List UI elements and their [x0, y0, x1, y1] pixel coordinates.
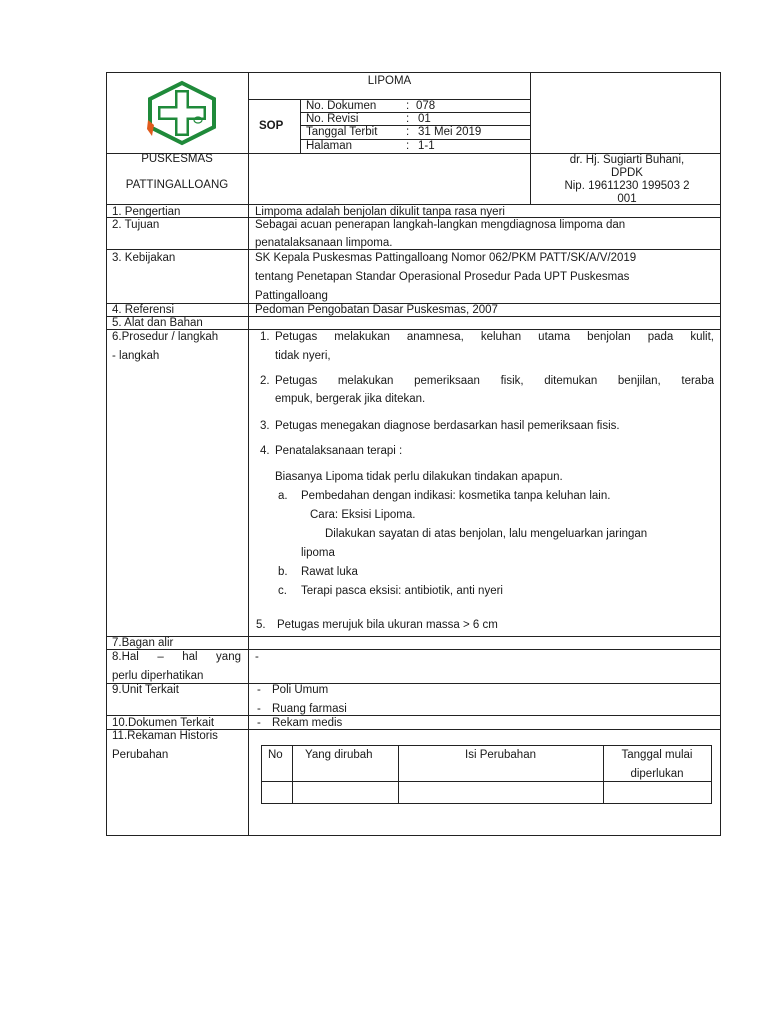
step-text-cont: tidak nyeri,	[275, 350, 331, 362]
section-label-referensi: 4. Referensi	[112, 304, 175, 316]
sop-divider	[300, 99, 301, 153]
sub-item-detail: Dilakukan sayatan di atas benjolan, lalu mengeluarkan jaringan	[325, 528, 648, 540]
bullet: -	[257, 703, 261, 715]
meta-label: Halaman	[306, 140, 353, 152]
step-number: 1.	[260, 331, 270, 343]
section-label-rekaman: 11.Rekaman Historis	[112, 730, 218, 742]
sub-item-text: Terapi pasca eksisi: antibiotik, anti nyeri	[301, 585, 503, 597]
history-col-line	[261, 745, 262, 804]
section-label-pengertian: 1. Pengertian	[112, 206, 181, 218]
history-table-bottom	[261, 803, 712, 804]
title-underline	[248, 99, 531, 100]
step-text: Petugas melakukan pemeriksaan fisik, ditemukan benjilan, teraba	[275, 375, 714, 387]
meta-value: 01	[418, 113, 431, 125]
section-text-referensi: Pedoman Pengobatan Dasar Puskesmas, 2007	[255, 304, 498, 316]
org-name: PUSKESMAS	[141, 153, 213, 165]
border-right	[720, 72, 721, 836]
step-text: Petugas melakukan anamnesa, keluhan utama benjolan pada kulit,	[275, 331, 714, 343]
history-header-no: No	[268, 749, 283, 761]
step-number: 3.	[260, 420, 270, 432]
meta-sep: :	[406, 100, 410, 112]
col-divider	[248, 72, 249, 836]
meta-sep: :	[406, 126, 410, 138]
section-label-hal: 8.Hal – hal yang	[112, 651, 241, 663]
row-line	[106, 249, 721, 250]
org-name-line2: PATTINGALLOANG	[125, 179, 229, 191]
border-top	[106, 72, 721, 73]
section-label-alat: 5. Alat dan Bahan	[112, 317, 203, 329]
unit-item: Ruang farmasi	[272, 703, 347, 715]
section-text-kebijakan-cont: tentang Penetapan Standar Operasional Prosedur Pada UPT Puskesmas	[255, 271, 630, 283]
step-text: Penatalaksanaan terapi :	[275, 445, 403, 457]
section-label-dokumen: 10.Dokumen Terkait	[112, 717, 215, 729]
section-label-rekaman-cont: Perubahan	[112, 749, 169, 761]
history-col-line	[711, 745, 712, 804]
sub-item-marker: b.	[278, 566, 288, 578]
signer-nip-cont: 001	[617, 193, 637, 205]
unit-item: Poli Umum	[272, 684, 329, 696]
meta-label: Tanggal Terbit	[306, 126, 378, 138]
meta-sep: :	[406, 113, 410, 125]
section-label-hal-cont: perlu diperhatikan	[112, 670, 204, 682]
document-title: LIPOMA	[367, 75, 412, 87]
section-label-bagan: 7.Bagan alir	[112, 637, 174, 649]
history-table-mid	[261, 781, 712, 782]
meta-sep: :	[406, 140, 410, 152]
history-header-isi: Isi Perubahan	[465, 749, 536, 761]
meta-label: No. Revisi	[306, 113, 359, 125]
section-label-prosedur: 6.Prosedur / langkah	[112, 331, 219, 343]
step-number: 5.	[256, 619, 266, 631]
step-number: 4.	[260, 445, 270, 457]
meta-value: 31 Mei 2019	[418, 126, 482, 138]
sop-label: SOP	[259, 120, 284, 132]
step-number: 2.	[260, 375, 270, 387]
step-text-cont: empuk, bergerak jika ditekan.	[275, 393, 426, 405]
meta-value: 1-1	[418, 140, 435, 152]
signer-title: DPDK	[611, 167, 643, 179]
history-table-top	[261, 745, 712, 746]
section-text-pengertian: Limpoma adalah benjolan dikulit tanpa rasa nyeri	[255, 206, 505, 218]
puskesmas-logo	[142, 80, 222, 146]
row-line	[106, 683, 721, 684]
border-bottom	[106, 835, 721, 836]
section-label-prosedur-cont: - langkah	[112, 350, 160, 362]
section-text-kebijakan: SK Kepala Puskesmas Pattingalloang Nomor 062/PKM PATT/SK/A/V/2019	[255, 252, 637, 264]
history-header-yang-dirubah: Yang dirubah	[305, 749, 373, 761]
history-header-tanggal: Tanggal mulai	[621, 749, 693, 761]
sub-item-text: Rawat luka	[301, 566, 358, 578]
history-header-tanggal-cont: diperlukan	[630, 768, 684, 780]
section-text-hal: -	[255, 651, 259, 663]
sub-item-text: Pembedahan dengan indikasi: kosmetika tanpa keluhan lain.	[301, 490, 611, 502]
step-text: Petugas menegakan diagnose berdasarkan hasil pemeriksaan fisis.	[275, 420, 620, 432]
section-text-kebijakan-cont: Pattingalloang	[255, 290, 328, 302]
history-col-line	[292, 745, 293, 804]
section-text-tujuan-cont: penatalaksanaan limpoma.	[255, 237, 393, 249]
row-line	[106, 636, 721, 637]
sub-item-detail-cont: lipoma	[301, 547, 335, 559]
bullet: -	[257, 684, 261, 696]
sub-item-marker: a.	[278, 490, 288, 502]
sub-item-marker: c.	[278, 585, 287, 597]
bullet: -	[257, 717, 261, 729]
signer-name: dr. Hj. Sugiarti Buhani,	[569, 154, 685, 166]
signer-nip: Nip. 19611230 199503 2	[564, 180, 690, 192]
header-right-divider	[530, 72, 531, 204]
section-label-kebijakan: 3. Kebijakan	[112, 252, 176, 264]
meta-label: No. Dokumen	[306, 100, 377, 112]
section-text-tujuan: Sebagai acuan penerapan langkah-langkan mengdiagnosa limpoma dan	[255, 219, 626, 231]
step-text: Petugas merujuk bila ukuran massa > 6 cm	[277, 619, 498, 631]
section-label-unit: 9.Unit Terkait	[112, 684, 179, 696]
meta-value: 078	[416, 100, 436, 112]
sub-item-detail: Cara: Eksisi Lipoma.	[310, 509, 416, 521]
section-label-tujuan: 2. Tujuan	[112, 219, 160, 231]
section-text-dokumen: Rekam medis	[272, 717, 343, 729]
therapy-note: Biasanya Lipoma tidak perlu dilakukan tindakan apapun.	[275, 471, 563, 483]
